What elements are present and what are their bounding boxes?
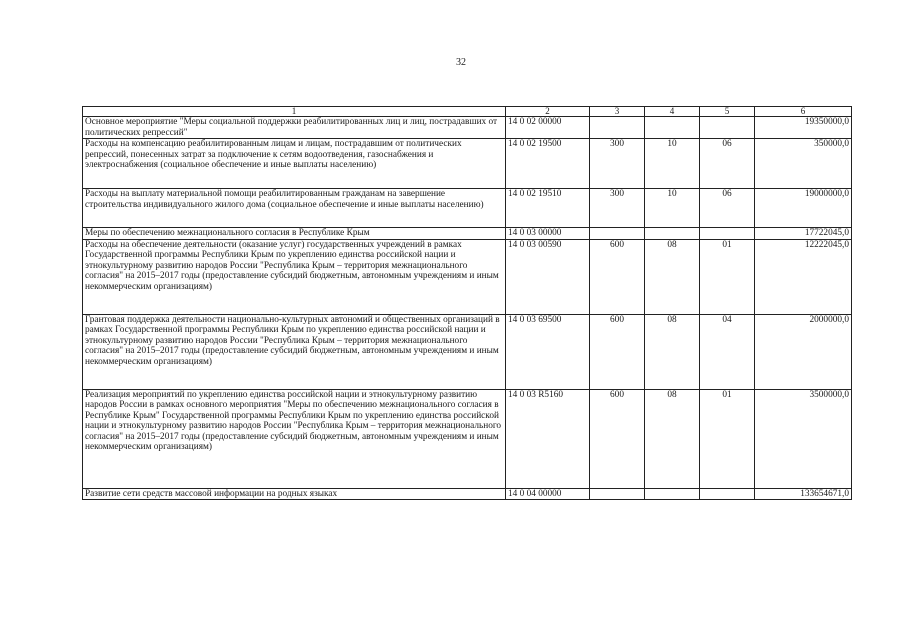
section: 08 [645, 314, 700, 389]
section: 08 [645, 389, 700, 488]
subsection: 06 [700, 189, 755, 228]
expense-type [590, 488, 645, 500]
budget-table [82, 106, 852, 500]
subsection: 01 [700, 239, 755, 314]
budget-code: 14 0 02 19500 [506, 139, 590, 189]
table-row [83, 117, 852, 139]
table-header-row [83, 107, 852, 117]
expense-name: Основное мероприятие "Меры социальной поддержки реабилитированных лиц и лиц, пострадавших от политических репрессий" [83, 117, 506, 139]
amount: 2000000,0 [755, 314, 852, 389]
subsection: 04 [700, 314, 755, 389]
column-header: 4 [645, 107, 700, 117]
budget-code: 14 0 03 00000 [506, 228, 590, 240]
budget-code: 14 0 02 19510 [506, 189, 590, 228]
section [645, 117, 700, 139]
subsection: 06 [700, 139, 755, 189]
budget-code: 14 0 03 00590 [506, 239, 590, 314]
section [645, 228, 700, 240]
amount: 17722045,0 [755, 228, 852, 240]
amount: 350000,0 [755, 139, 852, 189]
expense-type: 600 [590, 314, 645, 389]
subsection: 01 [700, 389, 755, 488]
expense-name: Расходы на выплату материальной помощи реабилитированным гражданам на завершение строительства индивидуального жилого дома (социальное обеспечение и иные выплаты населению) [83, 189, 506, 228]
expense-type [590, 228, 645, 240]
table-row [83, 228, 852, 240]
expense-name: Расходы на обеспечение деятельности (оказание услуг) государственных учреждений в рамках Государственной программы Республики Крым по укреплению единства российской нации и этнокультурному развитию народов России "Республика Крым – территория межнационального согласия" на 2015–2017 годы (предоставление субсидий бюджетным, автономным учреждениям и иным некоммерческим организациям) [83, 239, 506, 314]
table-row [83, 189, 852, 228]
expense-type: 600 [590, 239, 645, 314]
amount: 12222045,0 [755, 239, 852, 314]
budget-code: 14 0 04 00000 [506, 488, 590, 500]
expense-name: Меры по обеспечению межнационального согласия в Республике Крым [83, 228, 506, 240]
expense-name: Расходы на компенсацию реабилитированным лицам и лицам, пострадавшим от политических репрессий, понесенных затрат за подключение к сетям водоотведения, газоснабжения и электроснабжения (социальное обеспечение и иные выплаты населению) [83, 139, 506, 189]
table-row [83, 314, 852, 389]
subsection [700, 228, 755, 240]
column-header: 6 [755, 107, 852, 117]
section: 10 [645, 139, 700, 189]
budget-code: 14 0 02 00000 [506, 117, 590, 139]
table-row [83, 389, 852, 488]
expense-type: 300 [590, 189, 645, 228]
table-row [83, 139, 852, 189]
column-header: 1 [83, 107, 506, 117]
table-row [83, 488, 852, 500]
expense-name: Развитие сети средств массовой информации на родных языках [83, 488, 506, 500]
amount: 19000000,0 [755, 189, 852, 228]
amount: 133654671,0 [755, 488, 852, 500]
expense-type [590, 117, 645, 139]
amount: 3500000,0 [755, 389, 852, 488]
expense-type: 600 [590, 389, 645, 488]
subsection [700, 488, 755, 500]
expense-name: Реализация мероприятий по укреплению единства российской нации и этнокультурному развитию народов России в рамках основного мероприятия "Меры по обеспечению межнационального согласия в Республике Крым" Государственной программы Республики Крым по укреплению единства российской нации и этнокультурному развитию народов России "Республика Крым – территория межнационального согласия" на 2015–2017 годы (предоставление субсидий бюджетным, автономным учреждениям и иным некоммерческим организациям) [83, 389, 506, 488]
section: 08 [645, 239, 700, 314]
expense-name: Грантовая поддержка деятельности национально-культурных автономий и общественных организаций в рамках Государственной программы Республики Крым по укреплению единства российской нации и этнокультурному развитию народов России "Республика Крым – территория межнационального согласия" на 2015–2017 годы (предоставление субсидий бюджетным, автономным учреждениям и иным некоммерческим организациям) [83, 314, 506, 389]
column-header: 3 [590, 107, 645, 117]
amount: 19350000,0 [755, 117, 852, 139]
budget-code: 14 0 03 69500 [506, 314, 590, 389]
expense-type: 300 [590, 139, 645, 189]
column-header: 5 [700, 107, 755, 117]
page-number: 32 [456, 57, 466, 68]
subsection [700, 117, 755, 139]
section [645, 488, 700, 500]
column-header: 2 [506, 107, 590, 117]
budget-code: 14 0 03 R5160 [506, 389, 590, 488]
section: 10 [645, 189, 700, 228]
table-row [83, 239, 852, 314]
